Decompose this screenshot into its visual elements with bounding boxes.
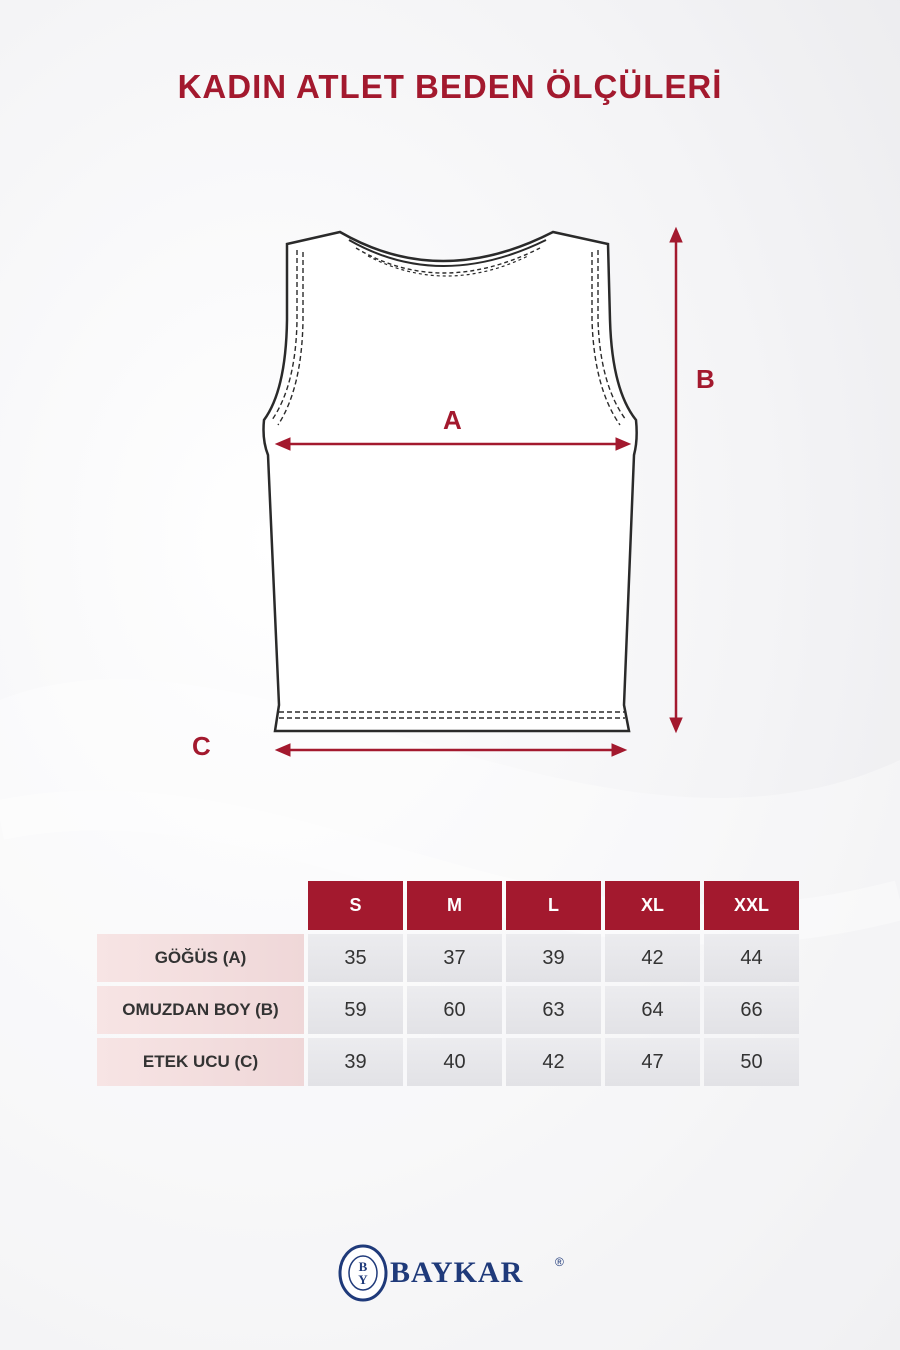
table-header-row xyxy=(97,881,803,930)
table-cell: 47 xyxy=(605,1038,700,1086)
table-cell: 39 xyxy=(506,934,601,982)
brand-logo xyxy=(337,1243,569,1303)
size-table xyxy=(97,881,803,1090)
col-header-xl: XL xyxy=(605,881,700,930)
table-cell: 66 xyxy=(704,986,799,1034)
table-row xyxy=(97,986,803,1034)
table-cell: 50 xyxy=(704,1038,799,1086)
length-arrow xyxy=(670,228,682,732)
garment-outline xyxy=(264,232,637,731)
table-cell: 35 xyxy=(308,934,403,982)
row-label: OMUZDAN BOY (B) xyxy=(97,986,304,1034)
table-corner xyxy=(97,881,304,930)
label-c: C xyxy=(192,731,211,761)
table-cell: 64 xyxy=(605,986,700,1034)
col-header-xxl: XXL xyxy=(704,881,799,930)
label-a: A xyxy=(443,405,462,435)
col-header-l: L xyxy=(506,881,601,930)
table-cell: 59 xyxy=(308,986,403,1034)
col-header-s: S xyxy=(308,881,403,930)
row-label: GÖĞÜS (A) xyxy=(97,934,304,982)
svg-text:Y: Y xyxy=(358,1272,368,1287)
page-title: KADIN ATLET BEDEN ÖLÇÜLERİ xyxy=(177,68,723,105)
brand-seal-icon xyxy=(337,1243,389,1303)
col-header-m: M xyxy=(407,881,502,930)
table-cell: 42 xyxy=(506,1038,601,1086)
registered-mark: ® xyxy=(555,1255,564,1269)
table-cell: 40 xyxy=(407,1038,502,1086)
row-label: ETEK UCU (C) xyxy=(97,1038,304,1086)
table-row xyxy=(97,934,803,982)
table-cell: 39 xyxy=(308,1038,403,1086)
table-cell: 44 xyxy=(704,934,799,982)
label-b: B xyxy=(696,364,715,394)
table-cell: 42 xyxy=(605,934,700,982)
table-cell: 60 xyxy=(407,986,502,1034)
table-row xyxy=(97,1038,803,1086)
table-cell: 37 xyxy=(407,934,502,982)
brand-name: BAYKAR xyxy=(390,1256,524,1289)
table-cell: 63 xyxy=(506,986,601,1034)
hem-arrow xyxy=(276,744,626,756)
svg-text:B: B xyxy=(358,1259,368,1274)
